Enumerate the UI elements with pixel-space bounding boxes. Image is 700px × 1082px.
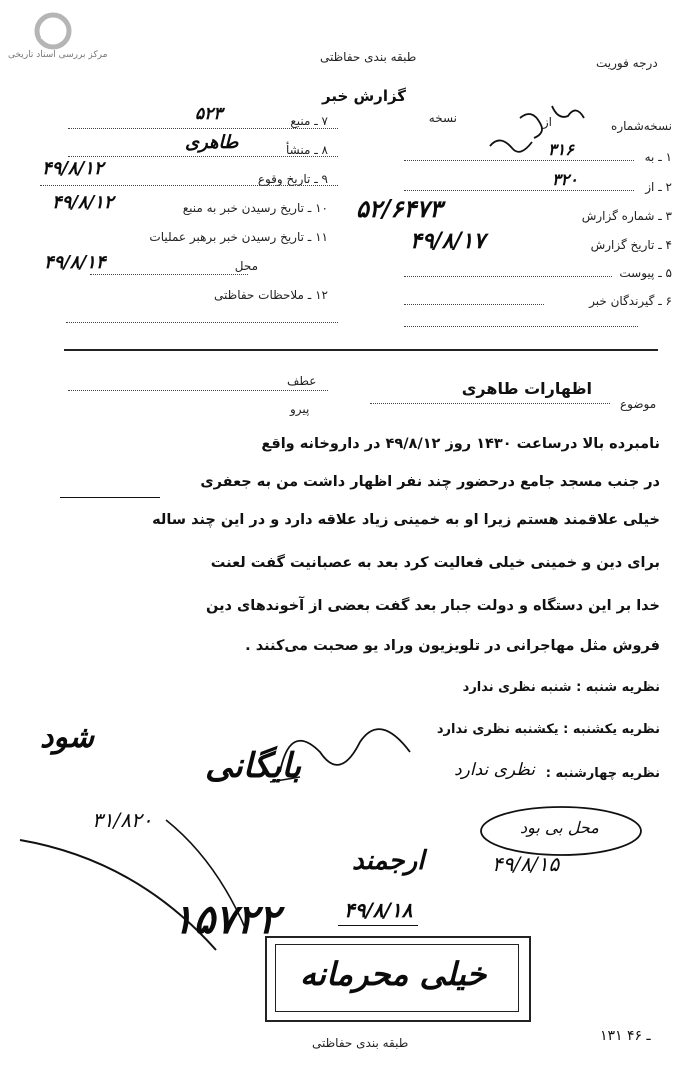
field-label-attachment: ۵ ـ پیوست	[619, 266, 672, 280]
subject-value: اظهارات طاهری	[461, 379, 592, 398]
classification-header: طبقه بندی حفاظتی	[320, 50, 417, 64]
archive-logo-text: مرکز بررسی اسناد تاریخی	[8, 50, 108, 60]
handwritten-note-archive: بایگانی	[205, 746, 302, 786]
field-value-report-number: ۵۲/۶۴۷۳	[356, 194, 443, 223]
report-body-line: نامبرده بالا درساعت ۱۴۳۰ روز ۴۹/۸/۱۲ در داروخانه واقع	[261, 436, 660, 452]
report-body-line: خیلی علاقمند هستم زیرا او به خمینی زیاد علاقه دارد و در این چند ساله	[152, 512, 660, 528]
dotted-line	[90, 274, 248, 275]
reference-pirow-label: پیرو	[290, 402, 310, 416]
handwritten-swirl	[260, 712, 440, 792]
handwritten-date-mid: ۴۹/۸/۱۸	[344, 898, 413, 922]
classification-footer: طبقه بندی حفاظتی	[312, 1036, 409, 1050]
handwritten-number: ۳۱/۸۲۰	[92, 808, 153, 832]
field-value-report-date: ۴۹/۸/۱۷	[410, 228, 486, 254]
opinion-wednesday-note: نظری ندارد	[454, 760, 535, 780]
field-label-location: محل	[234, 259, 258, 273]
archive-logo	[34, 12, 72, 50]
copy-number-label: نسخه‌شماره	[611, 119, 672, 133]
field-value-from: ۳۲۰	[552, 170, 578, 189]
field-label-received-by-source: ۱۰ ـ تاریخ رسیدن خبر به منبع	[182, 201, 328, 215]
report-body-line: خدا بر این دستگاه و دولت جبار بعد گفت بعضی از آخوندهای دین	[206, 598, 660, 614]
urgency-label: درجه فوریت	[596, 56, 658, 70]
handwritten-initials: ارجمند	[352, 846, 425, 876]
underline-mark	[60, 497, 160, 498]
form-number: ۱۳۱ ـ ۴۶	[600, 1028, 651, 1044]
field-label-origin: ۸ ـ منشأ	[285, 143, 328, 157]
field-label-to: ۱ ـ به	[644, 150, 672, 164]
field-value-source: ۵۲۳	[195, 104, 223, 124]
opinion-sunday: نظریه یکشنبه : یکشنبه نظری ندارد	[436, 722, 660, 737]
field-label-received-by-leader: ۱۱ ـ تاریخ رسیدن خبر برهبر عملیات	[149, 230, 328, 244]
signature-circle-text: محل بی بود	[520, 818, 599, 837]
archive-number: ۱۵۷۲۲	[172, 896, 280, 943]
report-body-line: فروش مثل مهاجرانی در تلویزیون وراد یو صحبت می‌کنند .	[245, 638, 660, 654]
copy-number-scribble	[460, 98, 660, 168]
dotted-line	[68, 156, 338, 157]
dotted-line	[66, 322, 338, 323]
field-value-to: ۳۱۶	[548, 140, 574, 159]
field-value-location: ۴۹/۸/۱۴	[44, 252, 106, 273]
field-value-occurrence-date: ۴۹/۸/۱۲	[42, 158, 104, 179]
field-label-source: ۷ ـ منبع	[290, 114, 328, 128]
opinion-wednesday: نظریه چهارشنبه :	[545, 766, 660, 781]
report-body-line: برای دین و خمینی خیلی فعالیت کرد بعد به عصبانیت گفت لعنت	[210, 555, 660, 571]
dotted-line	[68, 128, 338, 129]
copy-of-label: از	[542, 115, 552, 129]
field-label-recipients: ۶ ـ گیرندگان خبر	[589, 294, 672, 308]
section-divider	[64, 349, 658, 351]
dotted-line	[404, 304, 544, 305]
field-label-security-notes: ۱۲ ـ ملاحظات حفاظتی	[214, 288, 328, 302]
confidential-stamp-text: خیلی محرمانه	[300, 955, 487, 993]
underline-mark	[338, 925, 418, 926]
reference-atf-label: عطف	[287, 374, 317, 388]
field-label-report-date: ۴ ـ تاریخ گزارش	[590, 238, 672, 252]
dotted-line	[370, 403, 610, 404]
dotted-line	[404, 326, 638, 327]
field-value-received-by-source: ۴۹/۸/۱۲	[52, 192, 114, 213]
handwritten-note-shavad: شود	[40, 720, 94, 755]
dotted-line	[40, 185, 338, 186]
opinion-saturday: نظریه شنبه : شنبه نظری ندارد	[462, 680, 660, 695]
field-label-from: ۲ ـ از	[645, 180, 672, 194]
form-title: گزارش خبر	[322, 87, 407, 105]
dotted-line	[68, 390, 328, 391]
copy-label: نسخه	[428, 111, 457, 125]
archive-logo-icon	[34, 12, 72, 50]
dotted-line	[404, 190, 634, 191]
field-value-origin: طاهری	[185, 132, 239, 153]
subject-label: موضوع	[620, 397, 657, 411]
field-label-occurrence-date: ۹ ـ تاریخ وقوع	[257, 172, 328, 186]
report-body-line: در جنب مسجد جامع درحضور چند نفر اظهار داشت من به جعفری	[200, 474, 660, 490]
field-label-report-number: ۳ ـ شماره گزارش	[581, 209, 672, 223]
handwritten-date-right: ۴۹/۸/۱۵	[492, 852, 560, 876]
dotted-line	[404, 276, 612, 277]
